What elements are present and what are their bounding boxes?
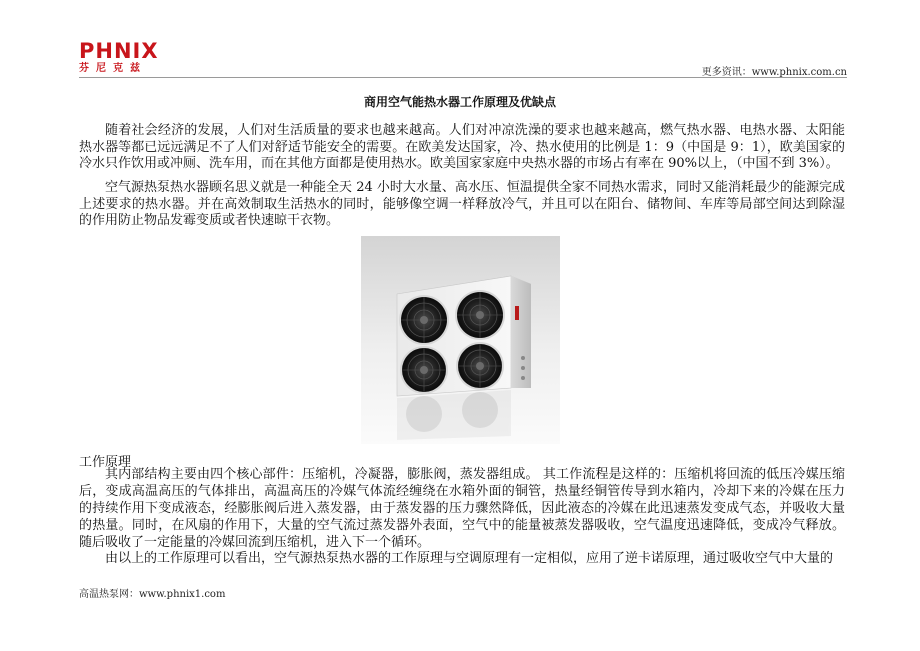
principle-paragraph-2: 由以上的工作原理可以看出，空气源热泵热水器的工作原理与空调原理有一定相似，应用了逆卡诺原理，通过吸收空气中大量的	[105, 551, 834, 566]
fan-top-right	[455, 290, 505, 340]
heat-pump-product-image	[361, 236, 560, 444]
intro-paragraph-1: 随着社会经济的发展，人们对生活质量的要求也越来越高。人们对冲凉洗澡的要求也越来越高，燃气热水器、电热水器、太阳能热水器等都已远远满足不了人们对舒适节能安全的需要。在欧美发达国家，冷、热水使用的比例是 1：9（中国是 9：1），欧美国家的冷水只作饮用或冲厕、洗车用，而在其他方面都是使用热水。欧美国家家庭中央热水器的市场占有率在 90%以上，（中国不到 3%）。	[79, 123, 845, 171]
fan-bottom-left	[400, 346, 448, 394]
section-heading: 工作原理	[79, 455, 132, 470]
fan-top-left	[399, 295, 449, 345]
logo-wordmark: PHNIX	[79, 39, 159, 63]
fan-bottom-right	[456, 342, 504, 390]
phnix-logo	[79, 40, 159, 75]
header-more-info-link[interactable]: 更多资讯：www.phnix.com.cn	[701, 67, 847, 78]
header-divider	[79, 77, 847, 78]
intro-paragraph-2: 空气源热泵热水器顾名思义就是一种能全天 24 小时大水量、高水压、恒温提供全家不同热水需求，同时又能消耗最少的能源完成上述要求的热水器。并在高效制取生活热水的同时，能够像空调一样释放冷气，并且可以在阳台、储物间、车库等局部空间达到除湿的作用防止物品发霉变质或者快速晾干衣物。	[79, 180, 845, 228]
logo-subtitle: 芬尼克兹	[79, 63, 147, 74]
document-title: 商用空气能热水器工作原理及优缺点	[363, 95, 556, 109]
principle-paragraph-1: 其内部结构主要由四个核心部件：压缩机，冷凝器，膨胀阀，蒸发器组成。 其工作流程是这样的：压缩机将回流的低压冷媒压缩后，变成高温高压的气体排出，高温高压的冷媒气体流经缠绕在水箱外面的铜管，热量经铜管传导到水箱内，冷却下来的冷媒在压力的持续作用下变成液态，经膨胀阀后进入蒸发器，由于蒸发器的压力骤然降低，因此液态的冷媒在此迅速蒸发变成气态，并吸收大量的热量。同时，在风扇的作用下，大量的空气流过蒸发器外表面，空气中的能量被蒸发器吸收，空气温度迅速降低，变成冷气释放。随后吸收了一定能量的冷媒回流到压缩机，进入下一个循环。	[79, 467, 845, 550]
footer-website-link[interactable]: 高温热泵网：www.phnix1.com	[79, 589, 226, 600]
